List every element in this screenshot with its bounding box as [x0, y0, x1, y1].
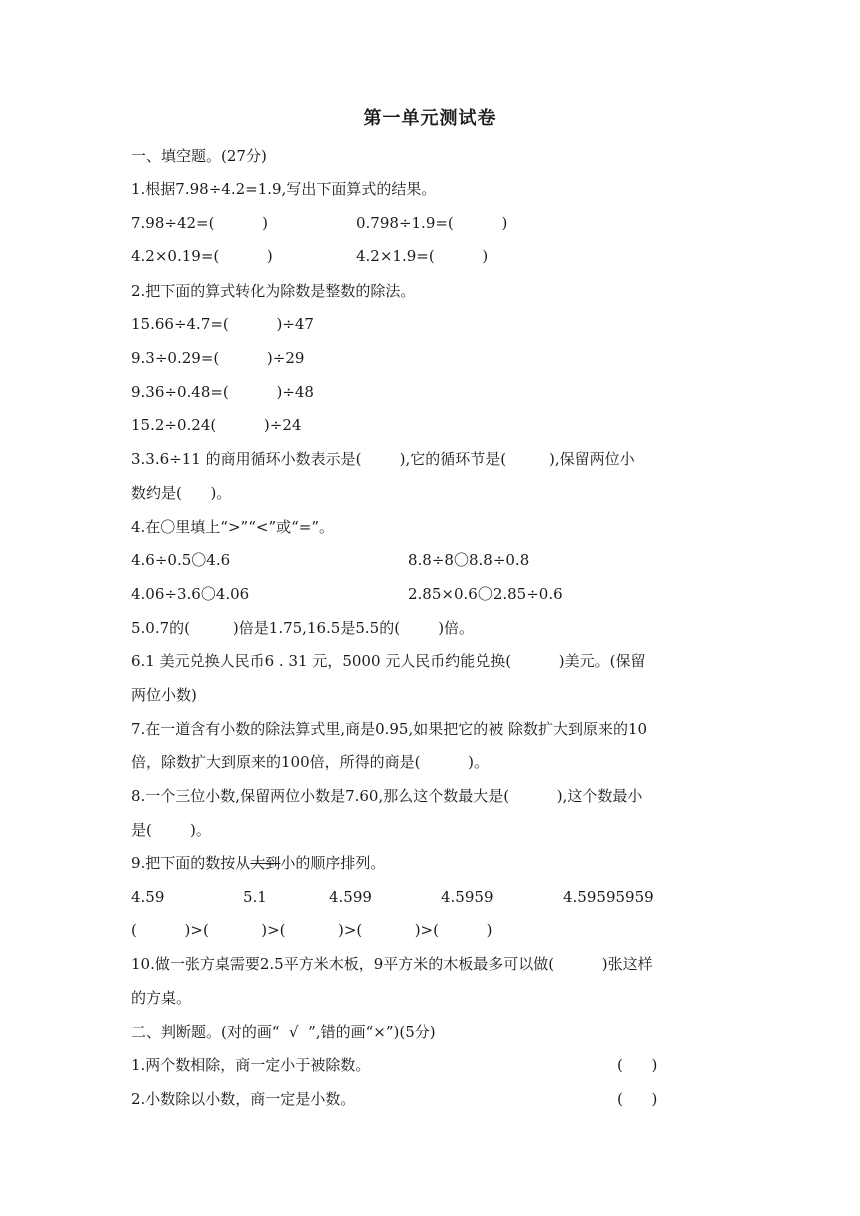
section-fill-blank-heading: 一、填空题。(27分)	[131, 147, 267, 165]
judgment-q1-text: 1.两个数相除，商一定小于被除数。	[131, 1056, 371, 1074]
q5-text: 5.0.7的( )倍是1.75,16.5是5.5的( )倍。	[131, 619, 475, 637]
q1-item-d: 4.2×1.9=( )	[356, 247, 489, 265]
judgment-q1-answer-blank: ( )	[617, 1056, 658, 1074]
q7-text-line1: 7.在一道含有小数的除法算式里,商是0.95,如果把它的被 除数扩大到原来的10	[131, 720, 648, 738]
section-judgment-heading: 二、判断题。(对的画“ √ ”,错的画“×”)(5分)	[131, 1023, 436, 1041]
q9-answer-blanks: ( )>( )>( )>( )>( )	[131, 921, 493, 939]
q8-text-line1: 8.一个三位小数,保留两位小数是7.60,那么这个数最大是( ),这个数最小	[131, 787, 643, 805]
q4-item-c: 4.06÷3.6〇4.06	[131, 585, 250, 603]
q9-text	[131, 852, 385, 874]
q2-item-b: 9.3÷0.29=( )÷29	[131, 349, 305, 367]
q2-item-c: 9.36÷0.48=( )÷48	[131, 383, 314, 401]
page-title: 第一单元测试卷	[363, 108, 497, 129]
q10-text-line1: 10.做一张方桌需要2.5平方米木板，9平方米的木板最多可以做( )张这样	[131, 955, 653, 973]
q2-item-a: 15.66÷4.7=( )÷47	[131, 315, 314, 333]
q4-item-b: 8.8÷8〇8.8÷0.8	[408, 551, 530, 569]
q4-item-a: 4.6÷0.5〇4.6	[131, 551, 231, 569]
judgment-q2-text: 2.小数除以小数，商一定是小数。	[131, 1090, 356, 1108]
judgment-q2-answer-blank: ( )	[617, 1090, 658, 1108]
q9-strikethrough-text: 大到	[250, 854, 281, 872]
q2-text: 2.把下面的算式转化为除数是整数的除法。	[131, 282, 416, 300]
q7-text-line2: 倍，除数扩大到原来的100倍，所得的商是( )。	[131, 753, 490, 771]
q8-text-line2: 是( )。	[131, 821, 211, 839]
q2-item-d: 15.2÷0.24( )÷24	[131, 416, 302, 434]
q1-text: 1.根据7.98÷4.2=1.9,写出下面算式的结果。	[131, 180, 437, 198]
q4-text: 4.在〇里填上“>”“<”或“=”。	[131, 518, 335, 536]
q1-item-b: 0.798÷1.9=( )	[356, 214, 508, 232]
q9-number-2: 5.1	[243, 888, 267, 906]
q1-item-c: 4.2×0.19=( )	[131, 247, 273, 265]
q6-text-line1: 6.1 美元兑换人民币6 . 31 元，5000 元人民币约能兑换( )美元。(保留	[131, 652, 646, 670]
q9-number-1: 4.59	[131, 888, 165, 906]
q6-text-line2: 两位小数)	[131, 686, 197, 704]
q9-text-part2: 小的顺序排列。	[280, 854, 386, 872]
q9-number-5: 4.59595959	[563, 888, 654, 906]
q3-text-line2: 数约是( )。	[131, 484, 232, 502]
q4-item-d: 2.85×0.6〇2.85÷0.6	[408, 585, 563, 603]
q9-text-part1: 9.把下面的数按从	[131, 854, 251, 872]
q9-number-4: 4.5959	[441, 888, 494, 906]
q9-number-3: 4.599	[329, 888, 372, 906]
q3-text-line1: 3.3.6÷11 的商用循环小数表示是( ),它的循环节是( ),保留两位小	[131, 450, 635, 468]
q1-item-a: 7.98÷42=( )	[131, 214, 269, 232]
q10-text-line2: 的方桌。	[131, 989, 192, 1007]
